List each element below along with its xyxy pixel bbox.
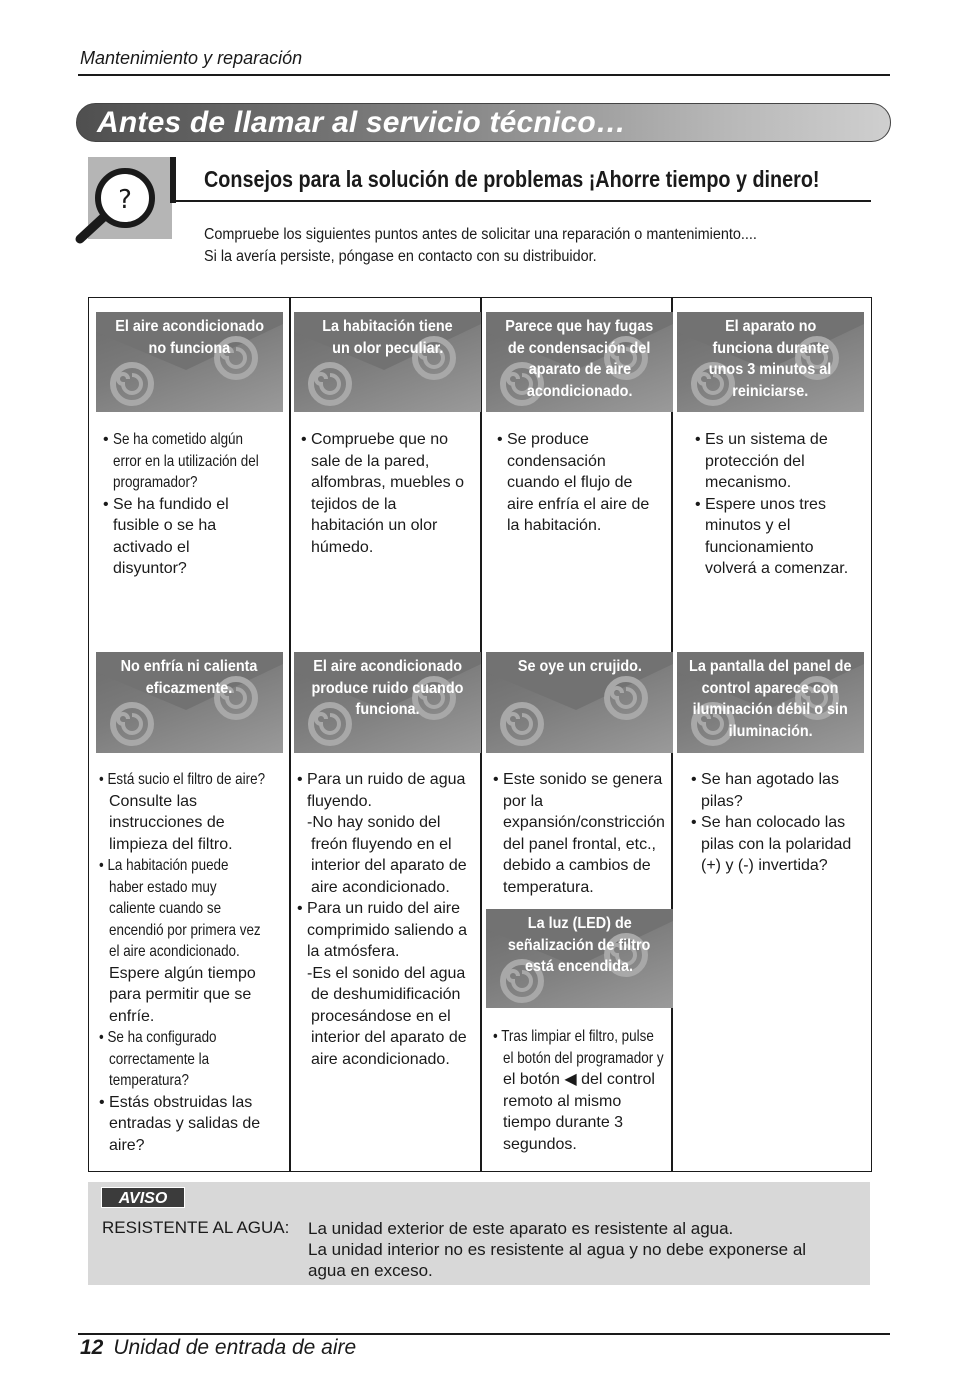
solution-line: cuando el flujo de bbox=[507, 474, 633, 491]
problem-title bbox=[96, 316, 283, 359]
notice-line: La unidad exterior de este aparato es resistente al agua. bbox=[308, 1219, 734, 1238]
solution-line: interior del aparato de bbox=[311, 1029, 467, 1046]
svg-text:?: ? bbox=[118, 185, 132, 215]
solution-line: segundos. bbox=[503, 1135, 577, 1153]
solution-line: Se produce bbox=[507, 431, 589, 448]
solution-line: caliente cuando se bbox=[109, 900, 222, 917]
problem-title-line: eficazmente. bbox=[146, 679, 233, 697]
solution-line: • Se han agotado las bbox=[691, 771, 839, 788]
solution-line: expansión/constricción bbox=[503, 814, 665, 831]
solution-line: por la bbox=[503, 792, 544, 810]
solution-item bbox=[695, 494, 877, 580]
top-rule bbox=[78, 74, 890, 76]
problem-title bbox=[486, 913, 673, 978]
solution-line: • Este sonido se genera bbox=[493, 771, 663, 788]
problem-title-line: No enfría ni calienta bbox=[121, 658, 258, 675]
solution-line: funcionamiento bbox=[705, 538, 814, 556]
solution-text bbox=[493, 769, 675, 898]
column-divider bbox=[289, 298, 291, 1171]
problem-header bbox=[96, 312, 283, 412]
solution-line: fluyendo. bbox=[307, 792, 372, 810]
solution-line: • La habitación puede bbox=[99, 857, 229, 874]
problem-title-line: El aire acondicionado bbox=[313, 658, 462, 675]
problem-title-line: iluminación débil o sin bbox=[692, 701, 849, 718]
problem-title-line: La luz (LED) de bbox=[527, 915, 632, 932]
problem-title-line: control aparece con bbox=[702, 679, 839, 697]
problem-header bbox=[294, 652, 481, 753]
problem-title-line: La pantalla del panel de bbox=[689, 658, 852, 675]
banner-title: Antes de llamar al servicio técnico… bbox=[97, 106, 627, 139]
solution-line: tejidos de la bbox=[311, 495, 397, 513]
solution-line: condensación bbox=[507, 452, 606, 470]
solution-line: instrucciones de bbox=[109, 814, 225, 831]
problem-title-line: La habitación tiene bbox=[322, 318, 453, 335]
problem-header bbox=[96, 652, 283, 753]
problem-header bbox=[294, 312, 481, 412]
solution-line: pilas? bbox=[701, 792, 743, 810]
solution-line: Es un sistema de bbox=[705, 431, 828, 448]
section-banner bbox=[76, 103, 891, 142]
solution-line: húmedo. bbox=[311, 538, 374, 556]
solution-line: Consulte las bbox=[109, 792, 198, 810]
solution-line: • Para un ruido del aire bbox=[297, 900, 461, 917]
problem-title-line: acondicionado. bbox=[526, 382, 633, 400]
magnifier-question-icon bbox=[72, 155, 182, 250]
problem-header bbox=[486, 312, 673, 412]
solution-line: haber estado muy bbox=[109, 878, 217, 896]
problem-title-line: está encendida. bbox=[525, 958, 634, 975]
running-head: Mantenimiento y reparación bbox=[80, 48, 303, 68]
problem-title-line: de condensación del bbox=[508, 339, 651, 357]
page-footer bbox=[80, 1336, 356, 1360]
solution-line: programador? bbox=[113, 474, 198, 491]
page-number: 12 bbox=[80, 1336, 104, 1359]
problem-header bbox=[677, 312, 864, 412]
problem-title-line: reiniciarse. bbox=[732, 382, 809, 400]
solution-line: la atmósfera. bbox=[307, 943, 400, 960]
problem-title-line: un olor peculiar. bbox=[331, 339, 444, 357]
notice-label: RESISTENTE AL AGUA: bbox=[102, 1218, 290, 1237]
solution-line: Se ha cometido algún bbox=[113, 431, 244, 448]
solution-line: fusible o se ha bbox=[113, 517, 217, 534]
footer-text: Unidad de entrada de aire bbox=[113, 1336, 357, 1359]
solution-text bbox=[691, 769, 873, 877]
solution-text bbox=[695, 429, 877, 580]
problem-title-line: no funciona bbox=[148, 339, 231, 357]
notice-badge: AVISO bbox=[101, 1187, 185, 1208]
solution-line: mecanismo. bbox=[705, 474, 792, 491]
notice-line: agua en exceso. bbox=[308, 1261, 433, 1280]
solution-line: debido a cambios de bbox=[503, 857, 651, 874]
solution-text bbox=[297, 769, 479, 1070]
solution-line: volverá a comenzar. bbox=[705, 560, 849, 577]
solution-text bbox=[301, 429, 483, 558]
solution-item bbox=[103, 494, 285, 580]
solution-line: • Estás obstruidas las bbox=[99, 1093, 253, 1111]
problem-title-line: El aire acondicionado bbox=[115, 318, 264, 335]
solution-text bbox=[99, 769, 281, 1156]
solution-line: sale de la pared, bbox=[311, 452, 430, 470]
solution-line: • Está sucio el filtro de aire? bbox=[99, 771, 266, 788]
solution-line: temperatura. bbox=[503, 878, 594, 896]
intro-line: Si la avería persiste, póngase en contacto con su distribuidor. bbox=[204, 248, 597, 265]
solution-line: protección del bbox=[705, 452, 805, 470]
problem-title bbox=[96, 656, 283, 699]
solution-line: aire acondicionado. bbox=[311, 1050, 450, 1068]
intro-text bbox=[204, 224, 757, 268]
solution-line: comprimido saliendo a bbox=[307, 921, 468, 939]
problem-title bbox=[677, 316, 864, 402]
solution-line: disyuntor? bbox=[113, 560, 187, 577]
notice-box bbox=[88, 1182, 870, 1285]
problem-title-line: funciona durante bbox=[712, 339, 829, 357]
solution-line: tiempo durante 3 bbox=[503, 1114, 624, 1131]
bottom-rule bbox=[78, 1333, 890, 1335]
solution-line: Espere algún tiempo bbox=[109, 964, 256, 982]
solution-line: -Es el sonido del agua bbox=[307, 964, 466, 982]
solution-line: entradas y salidas de bbox=[109, 1115, 261, 1132]
solution-line: Se ha fundido el bbox=[113, 495, 229, 513]
solution-line: Espere unos tres bbox=[705, 495, 826, 513]
solution-text bbox=[493, 1026, 675, 1155]
solution-item bbox=[301, 429, 483, 558]
problem-title bbox=[294, 656, 481, 721]
intro-line: Compruebe los siguientes puntos antes de solicitar una reparación o mantenimiento.... bbox=[204, 226, 757, 243]
solution-item bbox=[497, 429, 679, 537]
problem-title-line: Se oye un crujido. bbox=[517, 658, 642, 675]
problem-header bbox=[486, 909, 673, 1008]
solution-line: para permitir que se bbox=[109, 986, 252, 1003]
solution-line: remoto al mismo bbox=[503, 1092, 622, 1110]
title-bar-accent bbox=[170, 157, 176, 203]
notice-lines bbox=[308, 1218, 848, 1281]
solution-text bbox=[497, 429, 679, 537]
problem-title bbox=[486, 316, 673, 402]
solution-line: Compruebe que no bbox=[311, 431, 448, 448]
solution-text bbox=[103, 429, 285, 580]
solution-line: activado el bbox=[113, 538, 190, 556]
solution-line: el botón ◀ del control bbox=[503, 1071, 655, 1088]
solution-line: enfríe. bbox=[109, 1007, 155, 1025]
problem-title-line: iluminación. bbox=[728, 722, 813, 740]
problem-title-line: funciona. bbox=[355, 701, 420, 718]
problem-title-line: aparato de aire bbox=[528, 361, 631, 378]
solution-line: alfombras, muebles o bbox=[311, 474, 464, 491]
solution-line: correctamente la bbox=[109, 1050, 210, 1068]
section-title: Consejos para la solución de problemas ¡Ahorre tiempo y dinero! bbox=[204, 166, 820, 192]
solution-line: de deshumidificación bbox=[311, 986, 461, 1003]
problem-title bbox=[294, 316, 481, 359]
solution-line: la habitación. bbox=[507, 517, 602, 534]
problem-title bbox=[486, 656, 673, 678]
problem-title-line: señalización de filtro bbox=[508, 936, 651, 954]
problem-title bbox=[677, 656, 864, 742]
solution-line: el aire acondicionado. bbox=[109, 943, 240, 960]
solution-line: • Se ha configurado bbox=[99, 1029, 217, 1046]
problem-title-line: unos 3 minutos al bbox=[709, 361, 832, 378]
solution-line: interior del aparato de bbox=[311, 857, 467, 874]
solution-line: aire? bbox=[109, 1136, 145, 1154]
problem-header bbox=[677, 652, 864, 753]
solution-line: • Tras limpiar el filtro, pulse bbox=[493, 1028, 654, 1045]
solution-line: encendió por primera vez bbox=[109, 921, 261, 939]
problem-title-line: El aparato no bbox=[724, 318, 817, 335]
problem-header bbox=[486, 652, 673, 753]
section-rule bbox=[174, 200, 871, 202]
solution-line: pilas con la polaridad bbox=[701, 835, 852, 853]
solution-item bbox=[695, 429, 877, 494]
solution-line: • Para un ruido de agua bbox=[297, 771, 466, 788]
solution-line: error en la utilización del bbox=[113, 452, 259, 470]
solution-item bbox=[103, 429, 285, 494]
solution-line: -No hay sonido del bbox=[307, 814, 441, 831]
problem-title-line: produce ruido cuando bbox=[311, 679, 464, 697]
solution-line: freón fluyendo en el bbox=[311, 835, 452, 853]
solution-line: temperatura? bbox=[109, 1072, 189, 1089]
problem-title-line: Parece que hay fugas bbox=[505, 318, 654, 335]
solution-line: habitación un olor bbox=[311, 517, 438, 534]
notice-line: La unidad interior no es resistente al agua y no debe exponerse al bbox=[308, 1240, 807, 1259]
solution-line: aire acondicionado. bbox=[311, 878, 450, 896]
solution-line: minutos y el bbox=[705, 517, 791, 534]
solution-line: • Se han colocado las bbox=[691, 814, 846, 831]
solution-line: aire enfría el aire de bbox=[507, 495, 650, 513]
solution-line: el botón del programador y bbox=[503, 1049, 664, 1067]
solution-line: del panel frontal, etc., bbox=[503, 835, 656, 853]
solution-line: procesándose en el bbox=[311, 1007, 451, 1025]
troubleshooting-table bbox=[88, 297, 872, 1172]
solution-line: limpieza del filtro. bbox=[109, 835, 233, 853]
solution-line: (+) y (-) invertida? bbox=[701, 857, 828, 874]
